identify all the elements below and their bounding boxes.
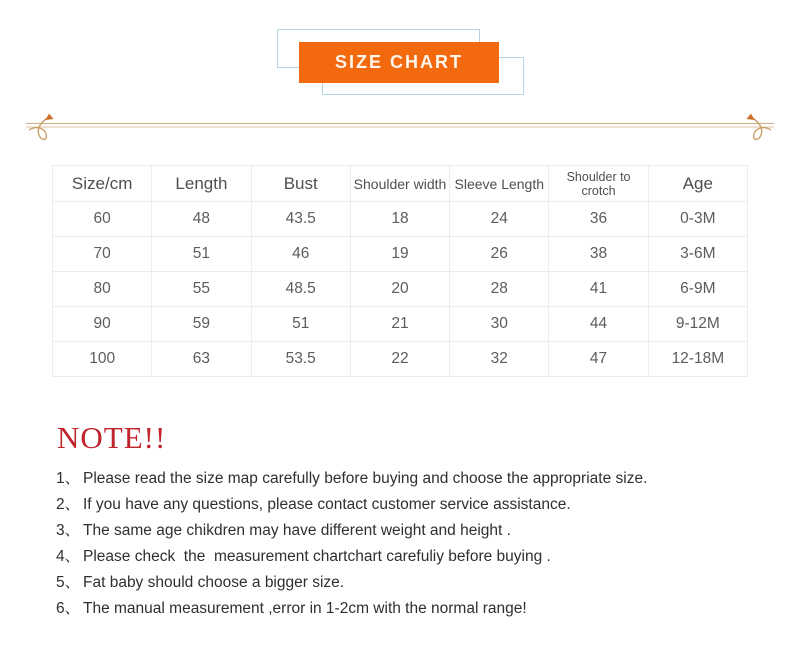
table-row [53,237,748,272]
cell-length: 51 [152,237,251,272]
cell-shoulder-to-crotch: 36 [549,202,648,237]
cell-shoulder-to-crotch: 47 [549,342,648,377]
cell-bust: 46 [251,237,350,272]
cell-shoulder-width: 19 [350,237,449,272]
note-item-number: 6、 [56,600,81,617]
cell-bust: 53.5 [251,342,350,377]
cell-bust: 48.5 [251,272,350,307]
note-item [56,596,766,622]
size-chart-banner [299,42,499,83]
note-item-number: 3、 [56,522,81,539]
cell-age: 3-6M [648,237,747,272]
cell-sleeve-length: 24 [450,202,549,237]
col-header-age: Age [648,166,747,202]
table-row [53,342,748,377]
cell-shoulder-width: 18 [350,202,449,237]
note-heading: NOTE!! [57,420,167,455]
note-item [56,492,766,518]
cell-age: 0-3M [648,202,747,237]
note-item [56,570,766,596]
table-row [53,272,748,307]
cell-shoulder-width: 20 [350,272,449,307]
cell-length: 59 [152,307,251,342]
cell-length: 48 [152,202,251,237]
cell-sleeve-length: 26 [450,237,549,272]
note-item-text: The manual measurement ,error in 1-2cm with the normal range! [83,600,527,617]
note-item [56,466,766,492]
cell-age: 9-12M [648,307,747,342]
note-list [56,466,766,622]
size-table-header-row [53,166,748,202]
cell-shoulder-width: 22 [350,342,449,377]
size-table [52,165,748,377]
note-item [56,544,766,570]
cell-size: 70 [53,237,152,272]
divider-right-flourish-icon [747,114,772,140]
note-item-number: 1、 [56,470,81,487]
table-row [53,307,748,342]
divider-left-flourish-icon [29,114,54,140]
note-item-number: 2、 [56,496,81,513]
note-item-text: Please read the size map carefully before buying and choose the appropriate size. [83,470,648,487]
cell-sleeve-length: 30 [450,307,549,342]
ornamental-divider [20,108,780,148]
cell-size: 80 [53,272,152,307]
cell-size: 100 [53,342,152,377]
cell-bust: 51 [251,307,350,342]
note-item-number: 5、 [56,574,81,591]
col-header-bust: Bust [251,166,350,202]
cell-size: 60 [53,202,152,237]
col-header-shoulder-width: Shoulder width [350,166,449,202]
cell-sleeve-length: 32 [450,342,549,377]
table-row [53,202,748,237]
cell-shoulder-to-crotch: 41 [549,272,648,307]
banner-title: SIZE CHART [335,52,463,72]
cell-shoulder-width: 21 [350,307,449,342]
note-item-text: Please check the measurement chartchart carefuliy before buying . [83,548,551,565]
cell-age: 12-18M [648,342,747,377]
note-item-text: If you have any questions, please contact customer service assistance. [83,496,571,513]
cell-length: 55 [152,272,251,307]
banner-section [0,0,800,110]
note-item-number: 4、 [56,548,81,565]
col-header-shoulder-to-crotch: Shoulder to crotch [549,166,648,202]
col-header-length: Length [152,166,251,202]
cell-shoulder-to-crotch: 44 [549,307,648,342]
cell-shoulder-to-crotch: 38 [549,237,648,272]
cell-age: 6-9M [648,272,747,307]
col-header-size: Size/cm [53,166,152,202]
note-item-text: The same age chikdren may have different weight and height . [83,522,511,539]
col-header-sleeve-length: Sleeve Length [450,166,549,202]
note-item-text: Fat baby should choose a bigger size. [83,574,345,591]
cell-sleeve-length: 28 [450,272,549,307]
note-item [56,518,766,544]
cell-length: 63 [152,342,251,377]
cell-size: 90 [53,307,152,342]
cell-bust: 43.5 [251,202,350,237]
